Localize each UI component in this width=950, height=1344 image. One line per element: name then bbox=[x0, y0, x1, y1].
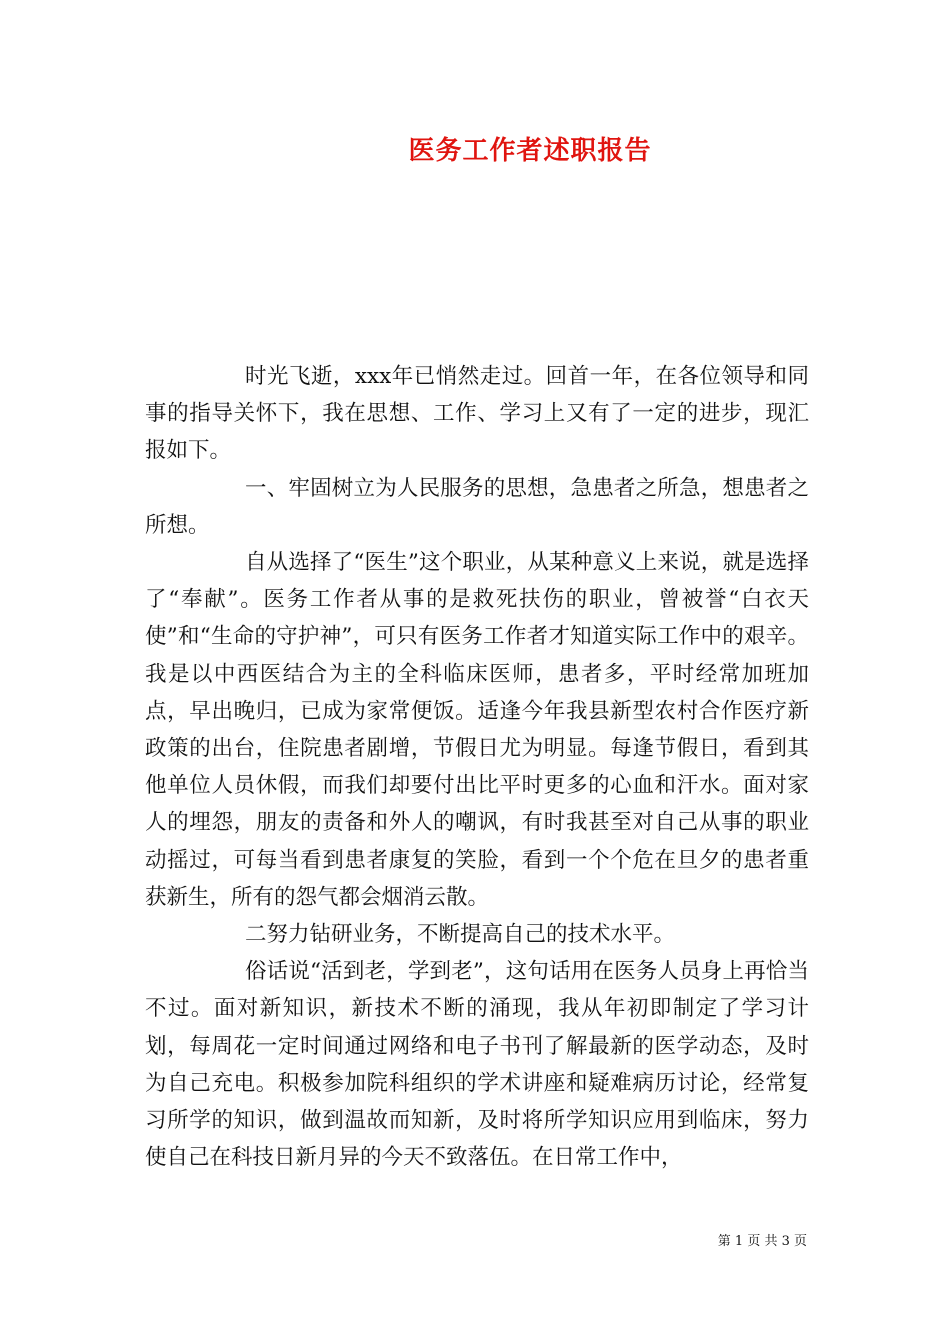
document-body bbox=[145, 358, 809, 1176]
paragraph-study: 俗话说“活到老，学到老”，这句话用在医务人员身上再恰当不过。面对新知识，新技术不断的涌现，我从年初即制定了学习计划，每周花一定时间通过网络和电子书刊了解最新的医学动态，及时为自己充电。积极参加院科组织的学术讲座和疑难病历讨论，经常复习所学的知识，做到温故而知新，及时将所学知识应用到临床，努力使自己在科技日新月异的今天不致落伍。在日常工作中， bbox=[145, 959, 809, 1171]
paragraph-heading-1: 一、牢固树立为人民服务的思想，急患者之所急，想患者之所想。 bbox=[145, 475, 809, 538]
document-title: 医务工作者述职报告 bbox=[408, 136, 652, 166]
paragraph-heading-2: 二努力钻研业务，不断提高自己的技术水平。 bbox=[245, 922, 676, 948]
paragraph-dedication: 自从选择了“医生”这个职业，从某种意义上来说，就是选择了“奉献”。医务工作者从事的是救死扶伤的职业，曾被誉“白衣天使”和“生命的守护神”，可只有医务工作者才知道实际工作中的艰辛。我是以中西医结合为主的全科临床医师，患者多，平时经常加班加点，早出晚归，已成为家常便饭。适逢今年我县新型农村合作医疗新政策的出台，住院患者剧增，节假日尤为明显。每逢节假日，看到其他单位人员休假，而我们却要付出比平时更多的心血和汗水。面对家人的埋怨，朋友的责备和外人的嘲讽，有时我甚至对自己从事的职业动摇过，可每当看到患者康复的笑脸，看到一个个危在旦夕的患者重获新生，所有的怨气都会烟消云散。 bbox=[145, 550, 809, 910]
paragraph-intro: 时光飞逝，xxx年已悄然走过。回首一年，在各位领导和同事的指导关怀下，我在思想、工作、学习上又有了一定的进步，现汇报如下。 bbox=[145, 364, 809, 464]
page-number-footer: 第 1 页 共 3 页 bbox=[717, 1234, 807, 1249]
